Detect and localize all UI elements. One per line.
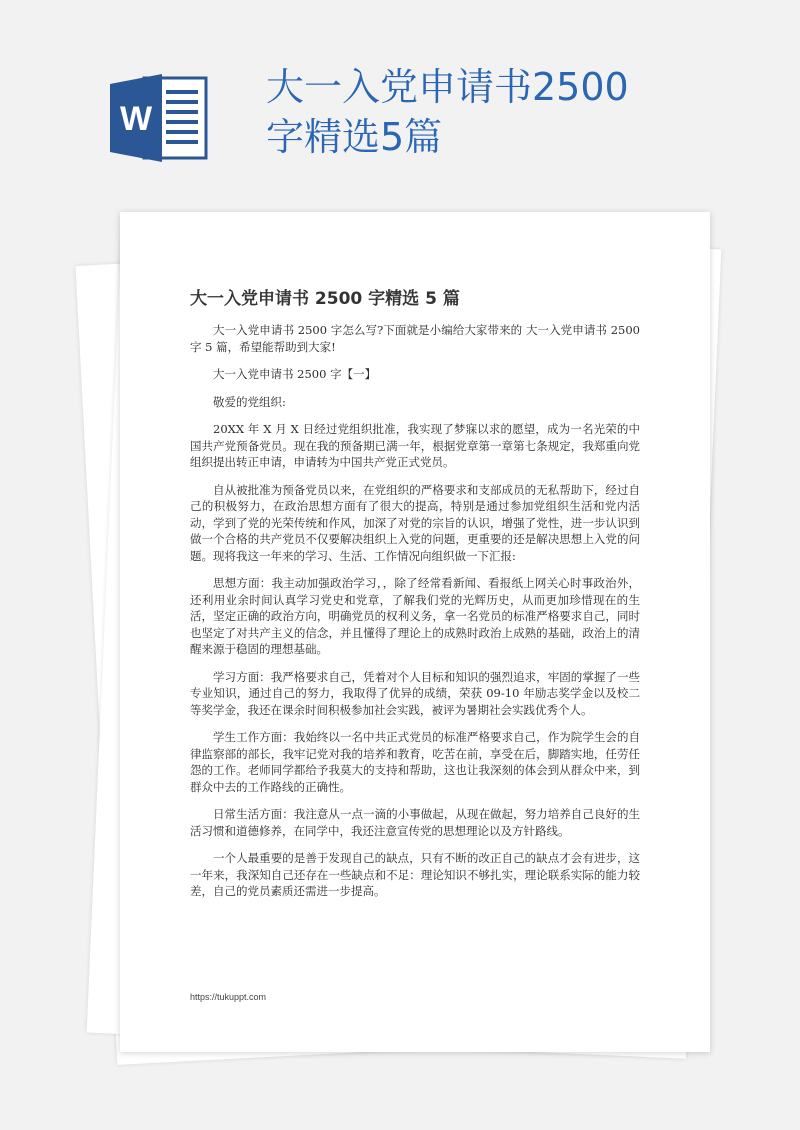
section-heading: 大一入党申请书 2500 字【一】 <box>213 367 377 381</box>
document-page <box>120 212 710 1052</box>
intro-paragraph: 大一入党申请书 2500 字怎么写?下面就是小编给大家带来的 大一入党申请书 2500 字 5 篇，希望能帮助到大家! <box>190 323 640 354</box>
word-document-icon <box>110 72 210 164</box>
document-title: 大一入党申请书 2500 字精选 5 篇 <box>190 289 460 309</box>
document-body <box>190 322 640 911</box>
page-title: 大一入党申请书2500字精选5篇 <box>266 65 629 159</box>
salutation: 敬爱的党组织: <box>213 394 286 409</box>
footer-url[interactable]: https://tukuppt.com <box>190 992 267 1002</box>
word-icon-letter: W <box>119 100 153 138</box>
body-paragraph: 日常生活方面：我注意从一点一滴的小事做起，从现在做起，努力培养自己良好的生活习惯和道德修养，在同学中，我还注意宣传党的思想理论以及方针路线。 <box>190 807 640 838</box>
body-paragraph: 自从被批准为预备党员以来，在党组织的严格要求和支部成员的无私帮助下，经过自己的积极努力，在政治思想方面有了很大的提高，特别是通过参加党组织生活和党内活动，学到了党的光荣传统和作风，加深了对党的宗旨的认识，增强了党性，进一步认识到做一个合格的共产党员不仅要解决组织上入党的问题，更重要的还是解决思想上入党的问题。现将我这一年来的学习、生活、工作情况向组织做一下汇报: <box>190 482 640 563</box>
body-paragraph: 一个人最重要的是善于发现自己的缺点，只有不断的改正自己的缺点才会有进步，这一年来，我深知自己还存在一些缺点和不足：理论知识不够扎实，理论联系实际的能力较差，自己的党员素质还需进一步提高。 <box>190 851 640 898</box>
body-paragraph: 学习方面：我严格要求自己，凭着对个人目标和知识的强烈追求，牢固的掌握了一些专业知识，通过自己的努力，我取得了优异的成绩，荣获 09-10 年励志奖学金以及校二等奖学金，我还在课余时间积极参加社会实践，被评为暑期社会实践优秀个人。 <box>190 669 640 717</box>
body-paragraph: 20XX 年 X 月 X 日经过党组织批准，我实现了梦寐以求的愿望，成为一名光荣的中国共产党预备党员。现在我的预备期已满一年，根据党章第一章第七条规定，我郑重向党组织提出转正申请，申请转为中国共产党正式党员。 <box>190 422 640 469</box>
body-paragraph: 思想方面：我主动加强政治学习，，除了经常看新闻、看报纸上网关心时事政治外，还利用业余时间认真学习党史和党章，了解我们党的光辉历史，从而更加珍惜现在的生活，坚定正确的政治方向，明确党员的权利义务，拿一名党员的标准严格要求自己，同时也坚定了对共产主义的信念，并且懂得了理论上的成熟时政治上成熟的基础，政治上的清醒来源于稳固的理想基础。 <box>190 576 640 656</box>
body-paragraph: 学生工作方面：我始终以一名中共正式党员的标准严格要求自己，作为院学生会的自律监察部的部长，我牢记党对我的培养和教育，吃苦在前，享受在后，脚踏实地，任劳任怨的工作。老师同学都给予我莫大的支持和帮助，这也让我深刻的体会到从群众中来，到群众中去的工作路线的正确性。 <box>190 730 640 794</box>
